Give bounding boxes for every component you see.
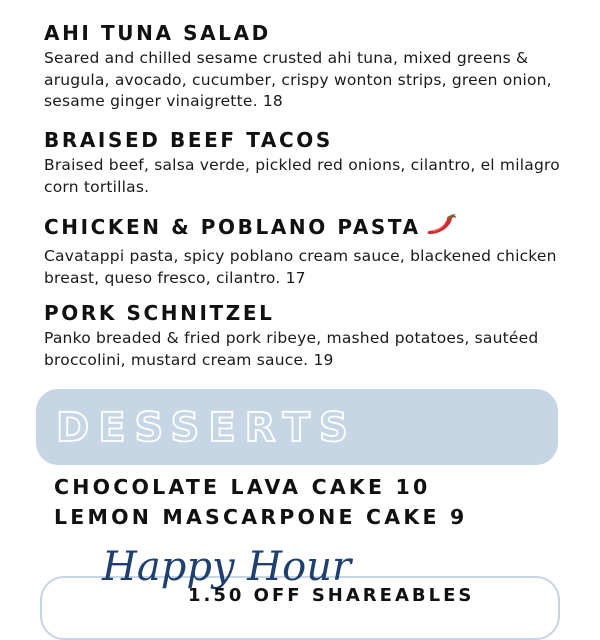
menu-item-description: Seared and chilled sesame crusted ahi tuna, mixed greens & arugula, avocado, cucumber, crispy wonton strips, green onion, sesame ginger vinaigrette. 18	[44, 49, 552, 110]
dessert-item: LEMON MASCARPONE CAKE 9	[54, 505, 468, 529]
menu-item-pork-schnitzel	[44, 300, 564, 371]
desserts-title: DESSERTS	[56, 405, 357, 451]
menu-item-name: CHICKEN & POBLANO PASTA	[44, 215, 421, 239]
menu-item-description: Braised beef, salsa verde, pickled red onions, cilantro, el milagro corn tortillas.	[44, 156, 560, 196]
dessert-item: CHOCOLATE LAVA CAKE 10	[54, 475, 431, 499]
menu-item-chicken-poblano-pasta	[44, 212, 564, 289]
menu-item-ahi-tuna-salad	[44, 20, 564, 113]
menu-item-name-row	[44, 212, 564, 244]
happy-hour-subtitle: 1.50 OFF SHAREABLES	[188, 585, 475, 606]
menu-item-description: Panko breaded & fried pork ribeye, mashed potatoes, sautéed broccolini, mustard cream sauce. 19	[44, 329, 539, 369]
menu-item-name: AHI TUNA SALAD	[44, 21, 271, 45]
menu-item-name: PORK SCHNITZEL	[44, 301, 275, 325]
menu-item-description: Cavatappi pasta, spicy poblano cream sauce, blackened chicken breast, queso fresco, cilantro. 17	[44, 247, 557, 287]
cropped-top-text	[44, 0, 264, 4]
happy-hour-title-text: Happy Hour	[102, 544, 352, 590]
menu-item-braised-beef-tacos	[44, 127, 564, 198]
menu-item-name: BRAISED BEEF TACOS	[44, 128, 333, 152]
chili-pepper-icon	[425, 212, 459, 244]
